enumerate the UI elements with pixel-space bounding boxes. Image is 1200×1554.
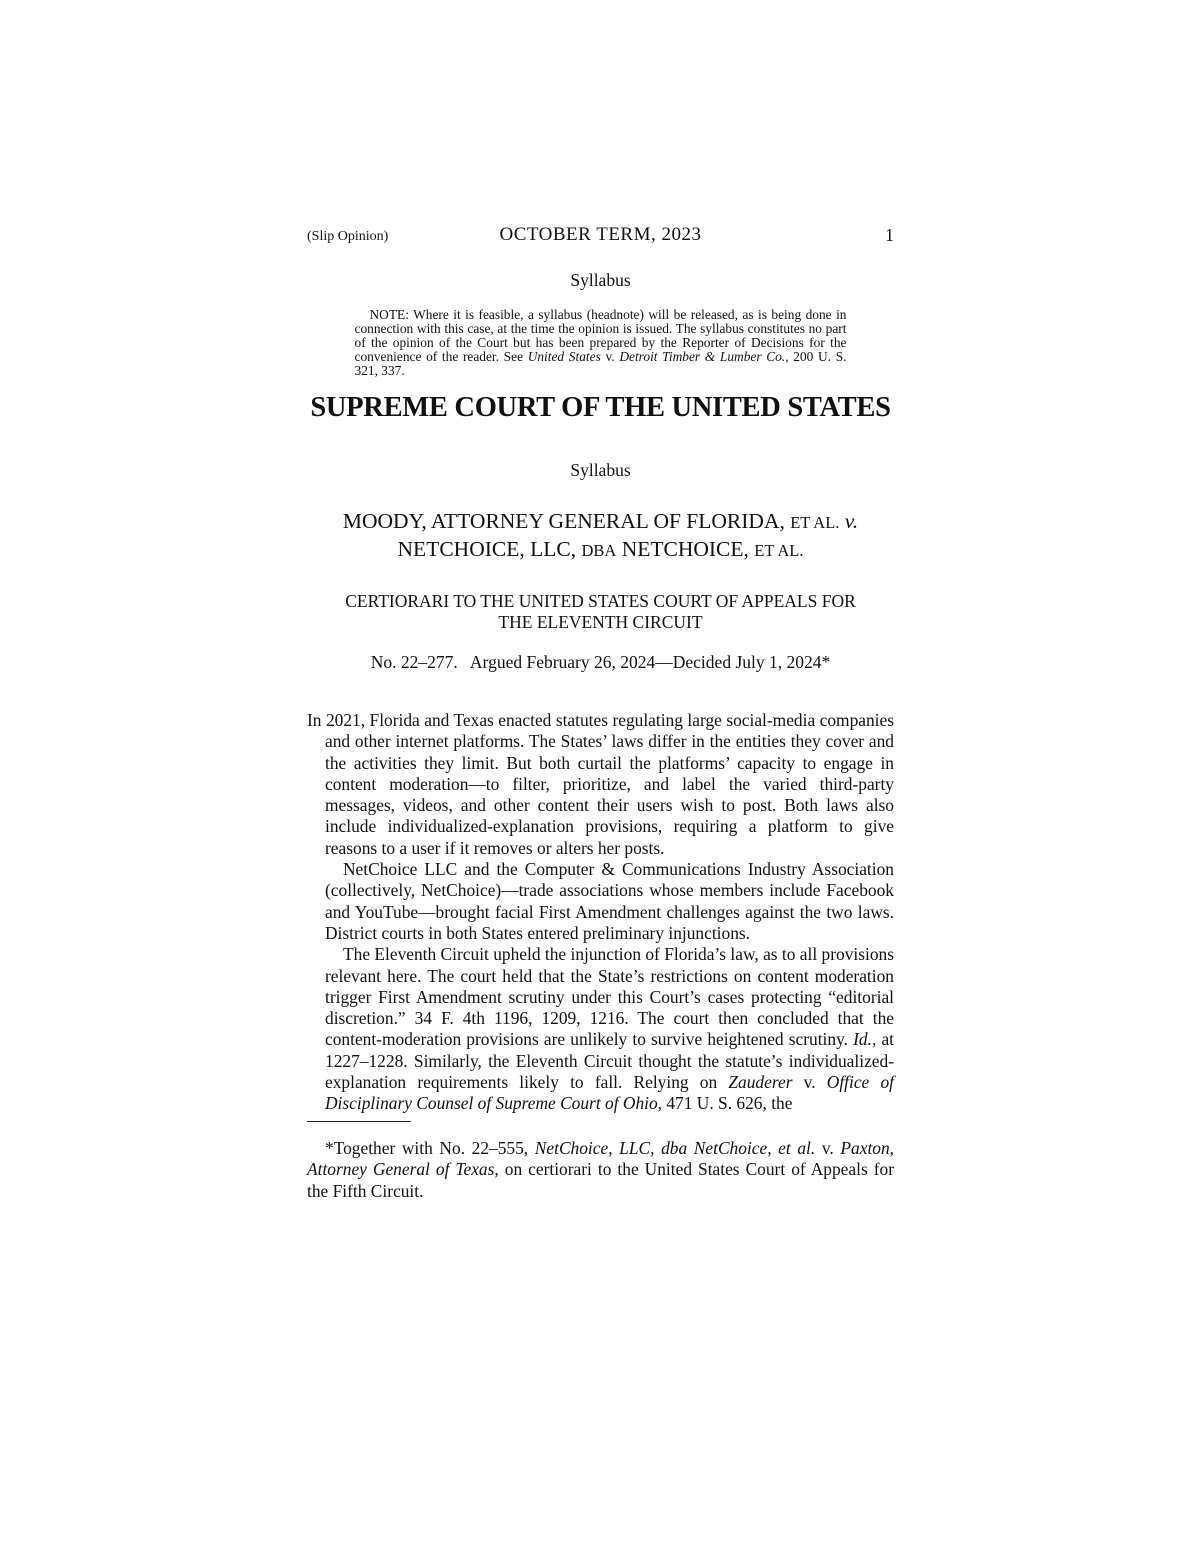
case-caption (307, 508, 894, 564)
slip-opinion-label: (Slip Opinion) (307, 229, 389, 244)
caption-line-1 (307, 508, 894, 536)
caption-party-2b: NETCHOICE, (616, 537, 755, 561)
certiorari-line-1: CERTIORARI TO THE UNITED STATES COURT OF APPEALS FOR (345, 591, 856, 611)
note-citation-v: v. (600, 349, 620, 364)
body-paragraph-1: In 2021, Florida and Texas enacted statutes regulating large social-media companies and other internet platforms. The States’ laws differ in the entities they cover and the activities they limit. But both curtail the platforms’ capacity to engage in content moderation—to filter, prioritize, and label the varied third-party messages, videos, and other content their users wish to post. Both laws also include individualized-explanation provisions, requiring a platform to give reasons to a user if it removes or alters her posts. (307, 710, 894, 858)
slip-opinion-page (307, 224, 894, 1202)
p3-text-b: , at 1227–1228. Similarly, the Eleventh Circuit thought the statute’s individualized-explanation requirements likely to fall. Relying on (325, 1029, 894, 1093)
caption-dba: DBA (581, 541, 617, 560)
p3-versus: v. (792, 1072, 827, 1093)
footnote-case-1: NetChoice, LLC, dba NetChoice, et al. (534, 1137, 816, 1158)
caption-party-1: MOODY, ATTORNEY GENERAL OF FLORIDA, (342, 509, 791, 533)
body-paragraph-2: NetChoice LLC and the Computer & Communications Industry Association (collectively, NetChoice)—trade associations whose members include Facebook and YouTube—brought facial First Amendment challenges against the two laws. District courts in both States entered preliminary injunctions. (325, 859, 894, 943)
note-text-a: NOTE: Where it is feasible, a syllabus (headnote) will be released, as is being done in connection with this case, at the time the opinion is issued. The syllabus constitutes no part of the opinion of the Court but has been prepared by the Reporter of Decisions for the convenience of the reader. See (354, 307, 847, 364)
footnote-case-2: Paxton, Attorney General of Texas, (307, 1137, 895, 1180)
syllabus-heading: Syllabus (570, 270, 631, 290)
syllabus-heading-2: Syllabus (570, 460, 631, 480)
body-paragraph-3 (307, 944, 894, 1114)
docket-line: No. 22–277. Argued February 26, 2024—Decided July 1, 2024* (370, 652, 831, 672)
note-citation-b: Detroit Timber & Lumber Co., (619, 349, 789, 364)
certiorari-line-2: THE ELEVENTH CIRCUIT (498, 612, 703, 632)
footnote-text-e: on certiorari to the United States Court of Appeals for the Fifth Circuit. (307, 1159, 894, 1201)
page-number: 1 (885, 225, 894, 245)
footnote-rule (307, 1121, 411, 1122)
court-name: SUPREME COURT OF THE UNITED STATES (310, 392, 891, 423)
p3-text-c: 471 U. S. 626, the (662, 1093, 793, 1114)
caption-versus: v. (839, 509, 859, 533)
p3-zauderer: Zauderer (728, 1072, 793, 1093)
note-citation-a: United States (527, 349, 601, 364)
footnote-text-a: *Together with No. 22–555, (325, 1137, 535, 1158)
caption-et-al-2: ET AL. (754, 541, 804, 560)
p3-office: Office of Disciplinary Counsel of Supreme Court of Ohio, (325, 1072, 894, 1114)
caption-party-2: NETCHOICE, LLC, (397, 537, 582, 561)
caption-et-al-1: ET AL. (790, 513, 840, 532)
p3-text-a: The Eleventh Circuit upheld the injunction of Florida’s law, as to all provisions relevant here. The court held that the State’s restrictions on content moderation trigger First Amendment scrutiny under this Court’s cases protecting “editorial discretion.” 34 F. 4th 1196, 1209, 1216. The court then concluded that the content-moderation provisions are unlikely to survive heightened scrutiny. (325, 944, 894, 1050)
headnote-notice (355, 308, 847, 378)
footnote-versus: v. (815, 1137, 841, 1158)
running-header (307, 224, 894, 250)
footnote (307, 1138, 894, 1203)
caption-line-2 (307, 536, 894, 564)
syllabus-body (307, 710, 894, 1115)
p3-id-cite: Id. (853, 1029, 872, 1050)
note-text-b: 200 U. S. 321, 337. (354, 349, 847, 378)
certiorari-heading (307, 591, 894, 633)
term-label: OCTOBER TERM, 2023 (499, 224, 702, 245)
